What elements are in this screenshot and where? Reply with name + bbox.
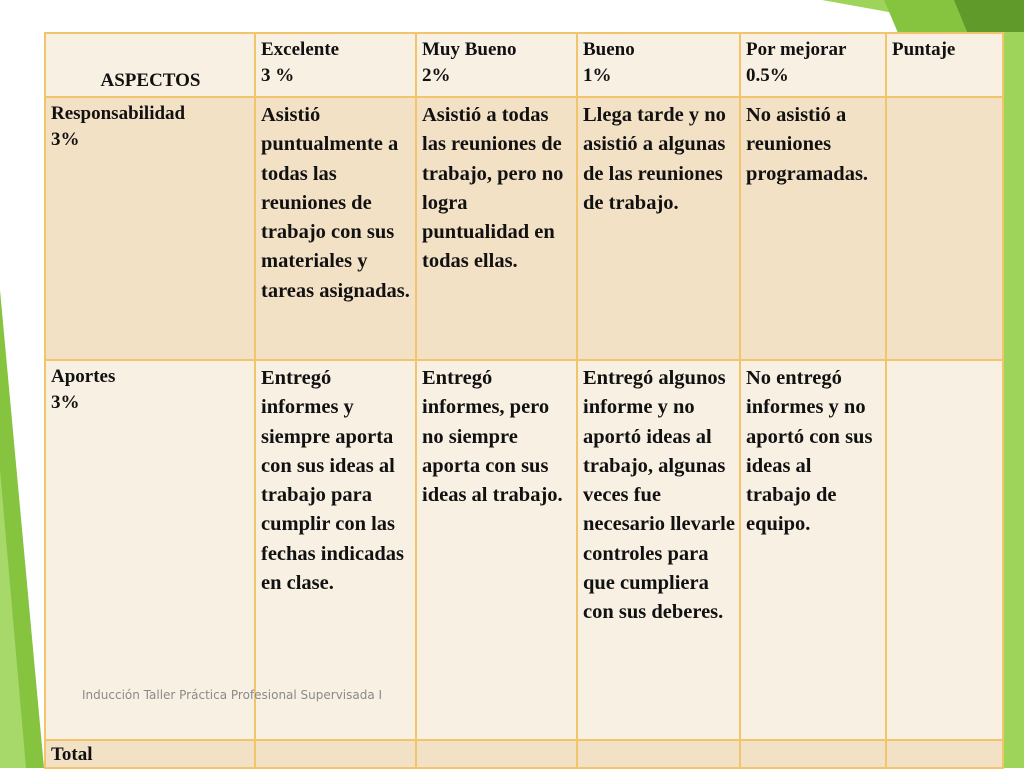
header-puntaje-label: Puntaje: [892, 39, 956, 60]
descriptor-bueno: Entregó algunos informe y no aportó ideas al trabajo, algunas veces fue necesario llevarle controles para que cumpliera con sus deberes.: [577, 360, 740, 740]
descriptor-excelente: Entregó informes y siempre aporta con sus ideas al trabajo para cumplir con las fechas indicadas en clase.: [255, 360, 416, 740]
aspect-cell: [45, 360, 255, 740]
total-cell: [416, 740, 577, 768]
header-puntaje: [886, 33, 1003, 97]
header-level-bueno: [577, 33, 740, 97]
descriptor-excelente: Asistió puntualmente a todas las reuniones de trabajo con sus materiales y tareas asignadas.: [255, 97, 416, 360]
level-weight: 3 %: [261, 65, 295, 86]
level-weight: 2%: [422, 65, 451, 86]
puntaje-cell[interactable]: [886, 360, 1003, 740]
table-row-responsabilidad: [45, 97, 1003, 360]
header-aspectos: [45, 33, 255, 97]
descriptor-por-mejorar: No entregó informes y no aportó con sus ideas al trabajo de equipo.: [740, 360, 886, 740]
aspect-name: Responsabilidad: [51, 103, 186, 124]
evaluation-rubric-table: [44, 32, 1004, 769]
header-aspectos-label: ASPECTOS: [100, 70, 201, 91]
puntaje-cell[interactable]: [886, 97, 1003, 360]
total-puntaje-cell[interactable]: [886, 740, 1003, 768]
header-level-muy-bueno: [416, 33, 577, 97]
level-name: Bueno: [583, 39, 635, 60]
aspect-weight: 3%: [51, 392, 80, 413]
level-name: Por mejorar: [746, 39, 847, 60]
total-cell: [255, 740, 416, 768]
level-weight: 1%: [583, 65, 612, 86]
level-weight: 0.5%: [746, 65, 789, 86]
total-label: Total: [45, 740, 255, 768]
total-cell: [577, 740, 740, 768]
descriptor-muy-bueno: Entregó informes, pero no siempre aporta con sus ideas al trabajo.: [416, 360, 577, 740]
descriptor-muy-bueno: Asistió a todas las reuniones de trabajo, pero no logra puntualidad en todas ellas.: [416, 97, 577, 360]
aspect-weight: 3%: [51, 129, 80, 150]
header-level-excelente: [255, 33, 416, 97]
level-name: Excelente: [261, 39, 340, 60]
total-row: [45, 740, 1003, 768]
descriptor-por-mejorar: No asistió a reuniones programadas.: [740, 97, 886, 360]
aspect-cell: [45, 97, 255, 360]
table-row-aportes: [45, 360, 1003, 740]
level-name: Muy Bueno: [422, 39, 517, 60]
slide-footer: Inducción Taller Práctica Profesional Supervisada I: [82, 688, 383, 702]
descriptor-bueno: Llega tarde y no asistió a algunas de las reuniones de trabajo.: [577, 97, 740, 360]
total-cell: [740, 740, 886, 768]
header-level-por-mejorar: [740, 33, 886, 97]
header-row: [45, 33, 1003, 97]
aspect-name: Aportes: [51, 366, 116, 387]
